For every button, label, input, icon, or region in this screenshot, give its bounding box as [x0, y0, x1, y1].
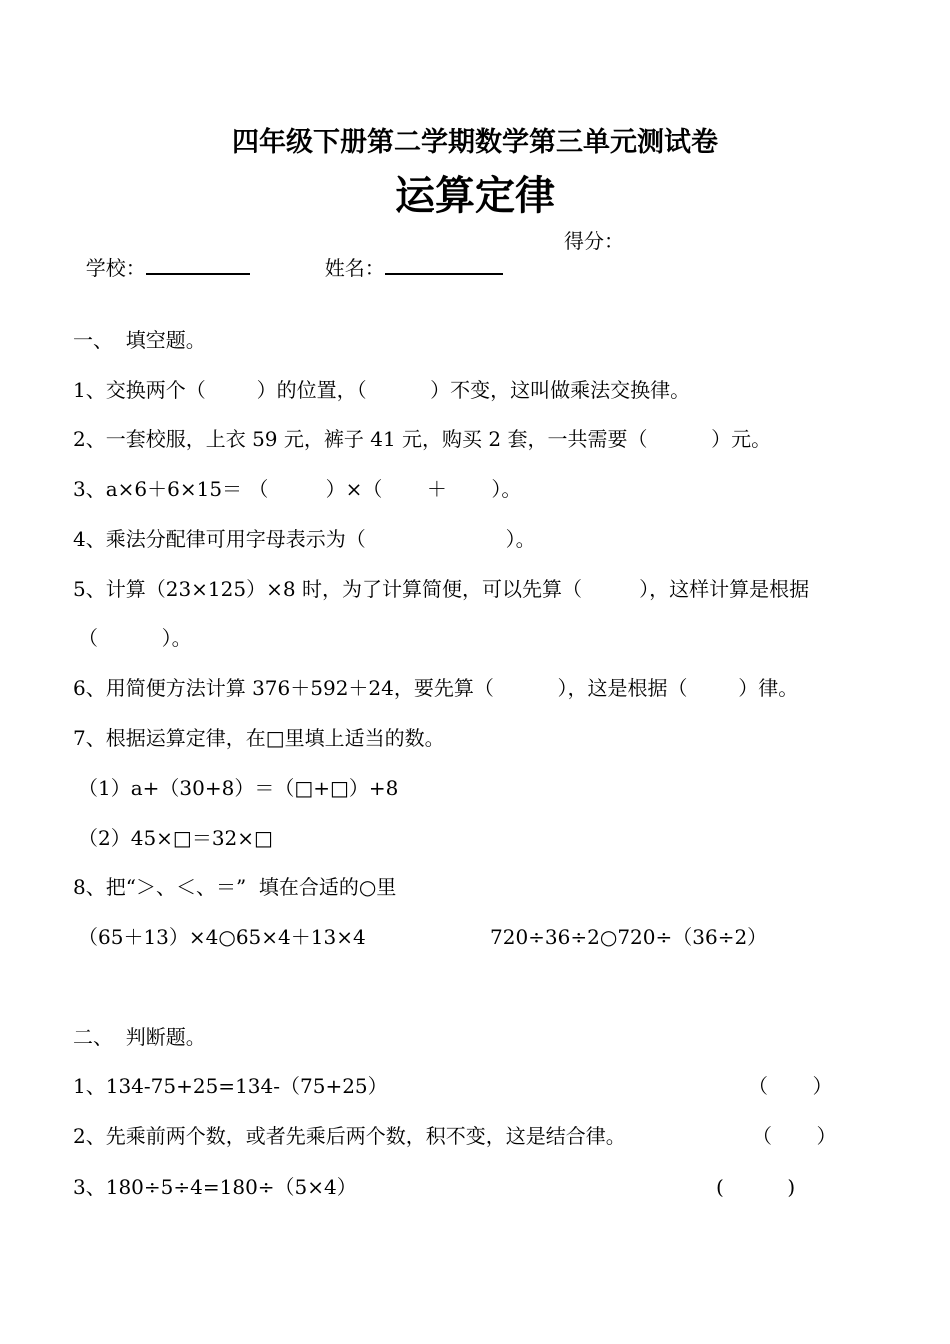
name-field: [312, 229, 503, 280]
name-label: 姓名：: [324, 256, 385, 280]
student-info-row: [73, 229, 250, 280]
question-1-7: 7、根据运算定律，在□里填上适当的数。: [73, 726, 445, 750]
judge-2: 2、先乘前两个数，或者先乘后两个数，积不变，这是结合律。: [73, 1124, 626, 1148]
page-subtitle: 运算定律: [395, 172, 555, 219]
name-blank[interactable]: [385, 253, 503, 275]
question-1-4: 4、乘法分配律可用字母表示为（ ）。: [73, 527, 536, 551]
judge-3: 3、180÷5÷4=180÷（5×4）: [73, 1175, 357, 1199]
score-label: 得分：: [564, 229, 624, 253]
question-1-2: 2、一套校服，上衣 59 元，裤子 41 元，购买 2 套，一共需要（ ）元。: [73, 427, 772, 451]
school-label: 学校：: [85, 256, 146, 280]
question-1-1: 1、交换两个（ ）的位置，（ ）不变，这叫做乘法交换律。: [73, 378, 691, 402]
judge-1: 1、134-75+25=134-（75+25）: [73, 1074, 388, 1098]
question-1-8: 8、把“＞、＜、＝” 填在合适的○里: [73, 875, 397, 899]
question-1-5-cont: （ ）。: [78, 626, 192, 650]
section1-heading: 一、 填空题。: [73, 328, 206, 352]
question-1-3: 3、a×6＋6×15＝ （ ）×（ ＋ ）。: [73, 477, 522, 501]
judge-2-answer[interactable]: （ ）: [752, 1124, 837, 1148]
compare-right: 720÷36÷2○720÷（36÷2）: [490, 925, 768, 949]
question-1-6: 6、用简便方法计算 376＋592＋24，要先算（ ），这是根据（ ）律。: [73, 676, 799, 700]
section2-heading: 二、 判断题。: [73, 1025, 206, 1049]
compare-left: （65＋13）×4○65×4＋13×4: [78, 925, 366, 949]
judge-3-answer[interactable]: ( ): [716, 1175, 796, 1199]
page-title: 四年级下册第二学期数学第三单元测试卷: [232, 127, 718, 158]
judge-1-answer[interactable]: （ ）: [748, 1074, 833, 1098]
question-1-7-2: （2）45×□＝32×□: [78, 826, 273, 850]
school-blank[interactable]: [146, 253, 250, 275]
question-1-5: 5、计算（23×125）×8 时，为了计算简便，可以先算（ ），这样计算是根据: [73, 577, 810, 601]
question-1-7-1: （1）a+（30+8）＝（□+□）+8: [78, 776, 399, 800]
